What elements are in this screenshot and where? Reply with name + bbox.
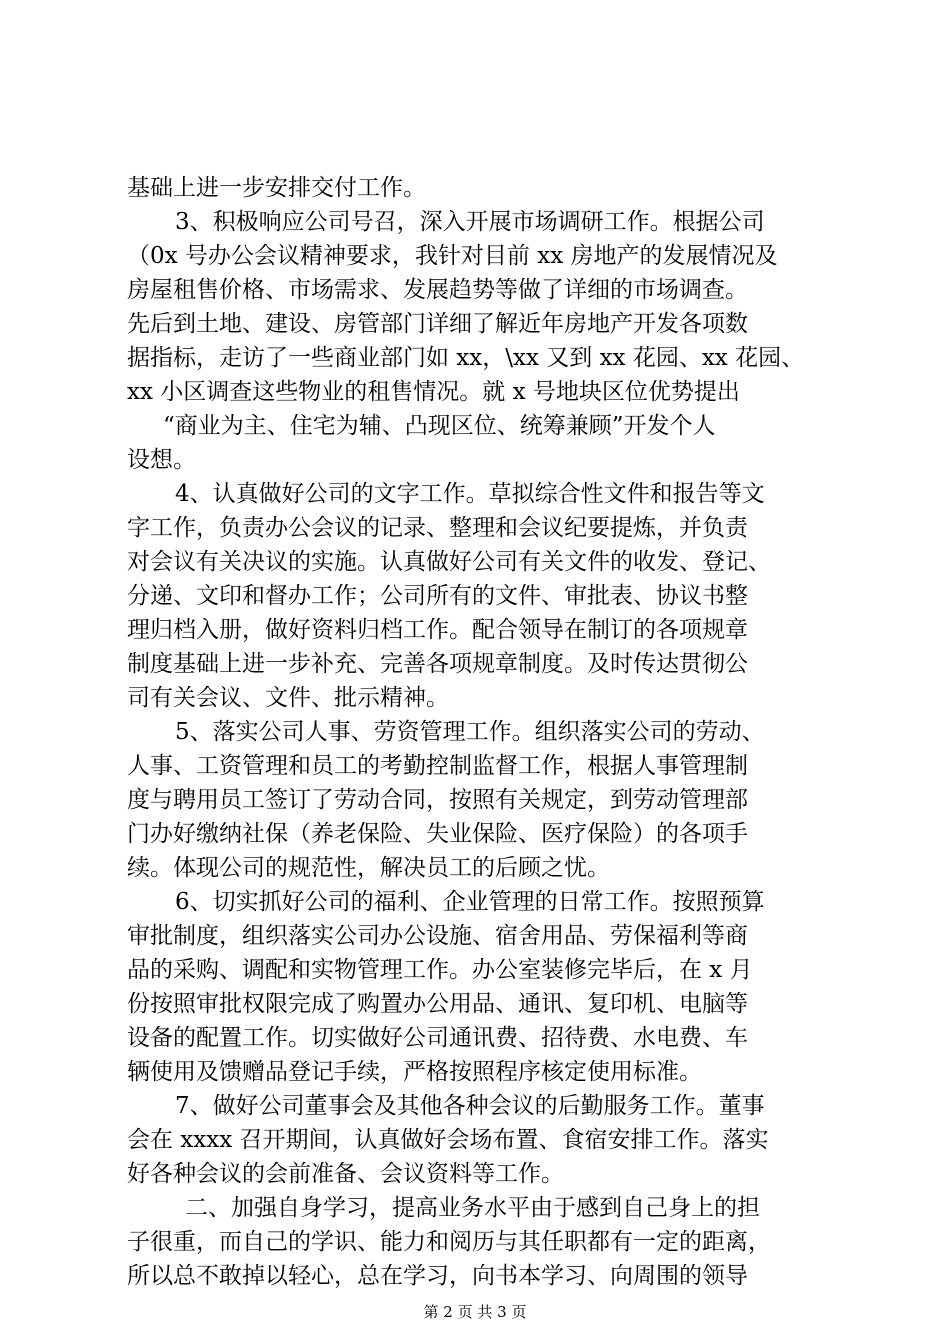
text-line: （0x 号办公会议精神要求，我针对目前 xx 房地产的发展情况及 — [127, 243, 778, 269]
text-line: 5、落实公司人事、劳资管理工作。组织落实公司的劳动、 — [175, 719, 765, 745]
text-line: 4、认真做好公司的文字工作。草拟综合性文件和报告等文 — [175, 481, 765, 507]
text-line: 份按照审批权限完成了购置办公用品、通讯、复印机、电脑等 — [127, 991, 748, 1017]
text-line: 审批制度，组织落实公司办公设施、宿舍用品、劳保福利等商 — [127, 923, 748, 949]
text-line: “商业为主、住宅为辅、凸现区位、统筹兼顾”开发个人 — [163, 413, 716, 439]
text-line: 司有关会议、文件、批示精神。 — [127, 685, 449, 711]
text-line: 所以总不敢掉以轻心，总在学习，向书本学习、向周围的领导 — [127, 1263, 748, 1289]
text-line: 设想。 — [127, 447, 196, 473]
text-line: 门办好缴纳社保（养老保险、失业保险、医疗保险）的各项手 — [127, 821, 748, 847]
text-line: 子很重，而自己的学识、能力和阅历与其任职都有一定的距离， — [127, 1229, 771, 1255]
text-line: 人事、工资管理和员工的考勤控制监督工作，根据人事管理制 — [127, 753, 748, 779]
text-line: 基础上进一步安排交付工作。 — [127, 175, 426, 201]
text-line: 好各种会议的会前准备、会议资料等工作。 — [127, 1161, 564, 1187]
text-line: 会在 xxxx 召开期间，认真做好会场布置、食宿安排工作。落实 — [127, 1127, 769, 1153]
text-line: 字工作，负责办公会议的记录、整理和会议纪要提炼，并负责 — [127, 515, 748, 541]
text-line: 设备的配置工作。切实做好公司通讯费、招待费、水电费、车 — [127, 1025, 748, 1051]
text-line: 续。体现公司的规范性，解决员工的后顾之忧。 — [127, 855, 610, 881]
text-line: 6、切实抓好公司的福利、企业管理的日常工作。按照预算 — [175, 889, 765, 915]
page-number-footer: 第 2 页 共 3 页 — [423, 1303, 527, 1321]
text-line: 3、积极响应公司号召，深入开展市场调研工作。根据公司 — [175, 209, 765, 235]
text-line: 二、加强自身学习，提高业务水平由于感到自己身上的担 — [185, 1195, 760, 1221]
text-line: 房屋租售价格、市场需求、发展趋势等做了详细的市场调查。 — [127, 277, 748, 303]
text-line: 制度基础上进一步补充、完善各项规章制度。及时传达贯彻公 — [127, 651, 748, 677]
text-line: 7、做好公司董事会及其他各种会议的后勤服务工作。董事 — [175, 1093, 765, 1119]
text-line: 先后到土地、建设、房管部门详细了解近年房地产开发各项数 — [127, 311, 748, 337]
text-line: 度与聘用员工签订了劳动合同，按照有关规定，到劳动管理部 — [127, 787, 748, 813]
text-line: 据指标，走访了一些商业部门如 xx，\xx 又到 xx 花园、xx 花园、 — [127, 345, 805, 371]
text-line: xx 小区调查这些物业的租售情况。就 x 号地块区位优势提出 — [127, 379, 740, 405]
text-line: 辆使用及馈赠品登记手续，严格按照程序核定使用标准。 — [127, 1059, 702, 1085]
text-line: 对会议有关决议的实施。认真做好公司有关文件的收发、登记、 — [127, 549, 771, 575]
text-line: 品的采购、调配和实物管理工作。办公室装修完毕后，在 x 月 — [127, 957, 753, 983]
text-line: 理归档入册，做好资料归档工作。配合领导在制订的各项规章 — [127, 617, 748, 643]
text-line: 分递、文印和督办工作；公司所有的文件、审批表、协议书整 — [127, 583, 748, 609]
